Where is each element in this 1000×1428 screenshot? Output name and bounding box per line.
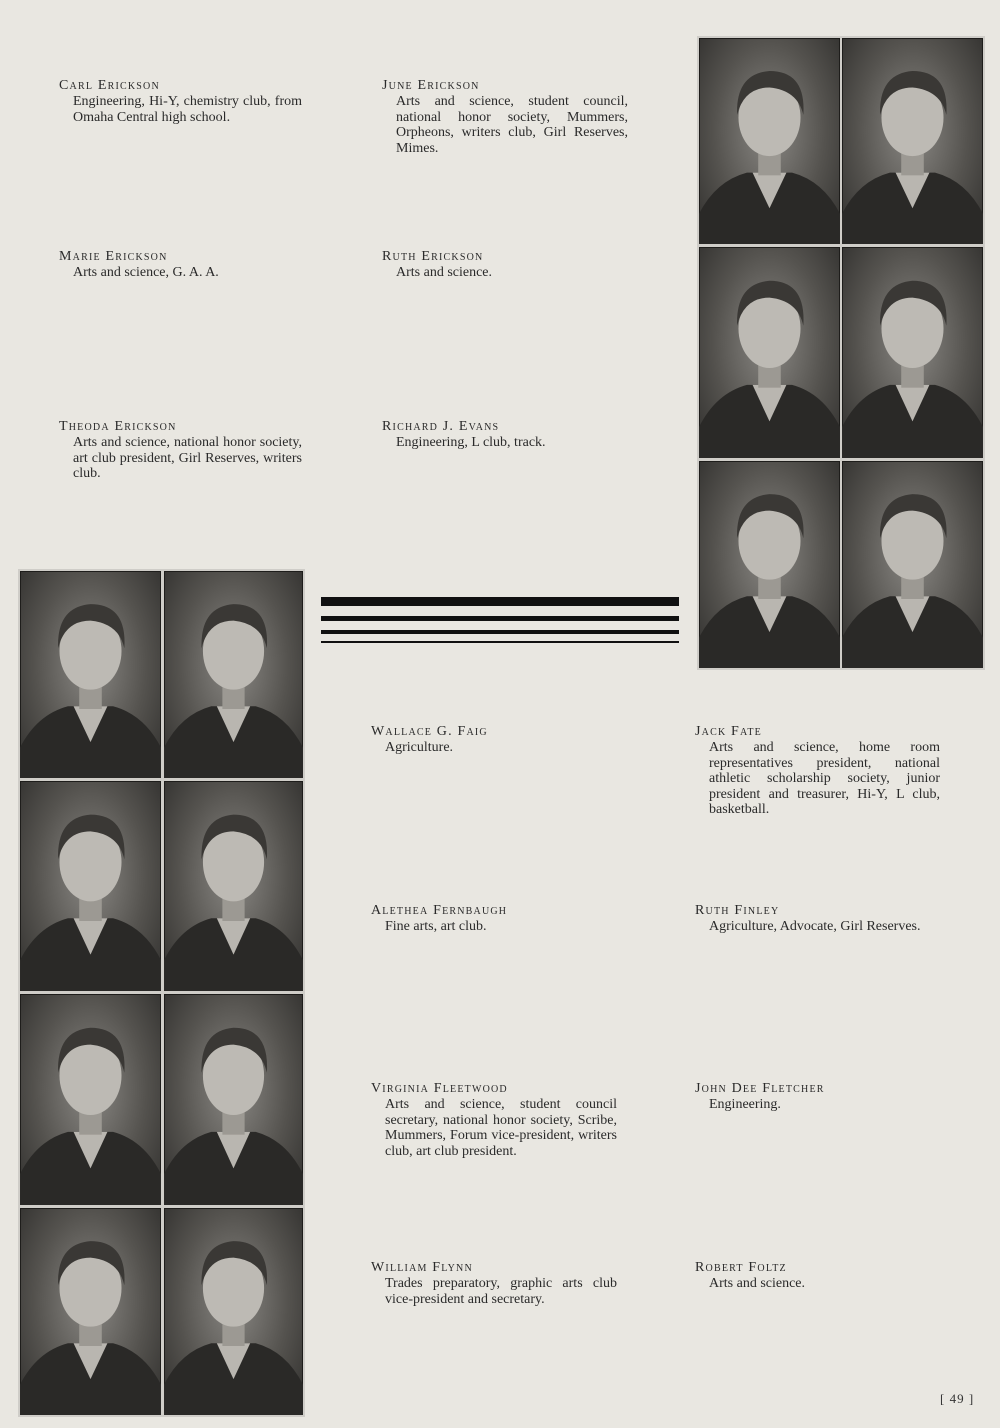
portrait-photo: [699, 247, 840, 458]
entry-name: Robert Foltz: [695, 1260, 787, 1275]
decorative-rule: [321, 616, 679, 621]
portrait-photo: [842, 461, 983, 668]
entry-name: Alethea Fernbaugh: [371, 903, 508, 918]
entry-description: Arts and science, student council secretary, national honor society, Scribe, Mummers, Forum vice-president, writers club, art club president.: [385, 1097, 617, 1159]
portrait-silhouette: [164, 994, 303, 1205]
entry-description: Arts and science, national honor society, art club president, Girl Reserves, writers club.: [73, 435, 302, 481]
portrait-silhouette: [20, 781, 161, 991]
portrait-photo: [164, 781, 303, 991]
page-number: [ 49 ]: [940, 1391, 975, 1406]
entry-description: Fine arts, art club.: [385, 919, 487, 934]
entry-name: Theoda Erickson: [59, 419, 177, 434]
portrait-photo: [164, 994, 303, 1205]
portrait-photo: [20, 571, 161, 778]
entry-june-erickson: [382, 78, 628, 156]
decorative-rule: [321, 641, 679, 643]
portrait-photo: [699, 38, 840, 244]
entry-name: June Erickson: [382, 78, 480, 93]
entry-name: John Dee Fletcher: [695, 1081, 825, 1096]
portrait-photo: [842, 38, 983, 244]
portrait-silhouette: [20, 571, 161, 778]
portrait-photo: [842, 247, 983, 458]
entry-name: Richard J. Evans: [382, 419, 500, 434]
entry-name: Wallace G. Faig: [371, 724, 488, 739]
entry-name: Ruth Finley: [695, 903, 780, 918]
portrait-silhouette: [164, 571, 303, 778]
portrait-photo: [164, 571, 303, 778]
portrait-silhouette: [164, 781, 303, 991]
portrait-silhouette: [20, 1208, 161, 1415]
entry-richard-evans: [382, 419, 632, 451]
entry-description: Arts and science, student council, national honor society, Mummers, Orpheons, writers club, Girl Reserves, Mimes.: [396, 94, 628, 156]
portrait-photo: [20, 781, 161, 991]
decorative-rule: [321, 630, 679, 634]
entry-john-dee-fletcher: [695, 1081, 945, 1113]
entry-description: Arts and science, home room representatives president, national athletic scholarship society, junior president and treasurer, Hi-Y, L club, basketball.: [709, 740, 940, 817]
entry-marie-erickson: [59, 249, 309, 281]
decorative-rule: [321, 597, 679, 606]
entry-alethea-fernbaugh: [371, 903, 621, 935]
entry-theoda-erickson: [59, 419, 302, 482]
portrait-silhouette: [842, 247, 983, 458]
portrait-silhouette: [842, 38, 983, 244]
entry-description: Engineering, L club, track.: [396, 435, 546, 450]
entry-william-flynn: [371, 1260, 617, 1307]
entry-virginia-fleetwood: [371, 1081, 617, 1159]
entry-name: William Flynn: [371, 1260, 473, 1275]
entry-name: Ruth Erickson: [382, 249, 484, 264]
entry-name: Jack Fate: [695, 724, 762, 739]
entry-description: Arts and science, G. A. A.: [73, 265, 219, 280]
entry-description: Agriculture.: [385, 740, 454, 755]
entry-name: Carl Erickson: [59, 78, 160, 93]
portrait-photo: [164, 1208, 303, 1415]
entry-description: Trades preparatory, graphic arts club vice-president and secretary.: [385, 1276, 617, 1307]
entry-jack-fate: [695, 724, 940, 818]
portrait-silhouette: [20, 994, 161, 1205]
entry-wallace-faig: [371, 724, 621, 756]
entry-name: Marie Erickson: [59, 249, 168, 264]
entry-description: Arts and science.: [709, 1276, 806, 1291]
portrait-silhouette: [699, 38, 840, 244]
entry-description: Engineering.: [709, 1097, 781, 1112]
portrait-silhouette: [842, 461, 983, 668]
entry-ruth-erickson: [382, 249, 632, 281]
portrait-photo: [699, 461, 840, 668]
portrait-photo: [20, 994, 161, 1205]
entry-robert-foltz: [695, 1260, 945, 1292]
entry-description: Agriculture, Advocate, Girl Reserves.: [709, 919, 921, 934]
portrait-silhouette: [699, 247, 840, 458]
entry-name: Virginia Fleetwood: [371, 1081, 508, 1096]
photo-grid-top: [697, 36, 985, 670]
entry-description: Engineering, Hi-Y, chemistry club, from Omaha Central high school.: [73, 94, 302, 125]
photo-grid-bottom: [18, 569, 305, 1417]
portrait-photo: [20, 1208, 161, 1415]
entry-ruth-finley: [695, 903, 940, 935]
portrait-silhouette: [699, 461, 840, 668]
entry-carl-erickson: [59, 78, 302, 125]
entry-description: Arts and science.: [396, 265, 493, 280]
portrait-silhouette: [164, 1208, 303, 1415]
